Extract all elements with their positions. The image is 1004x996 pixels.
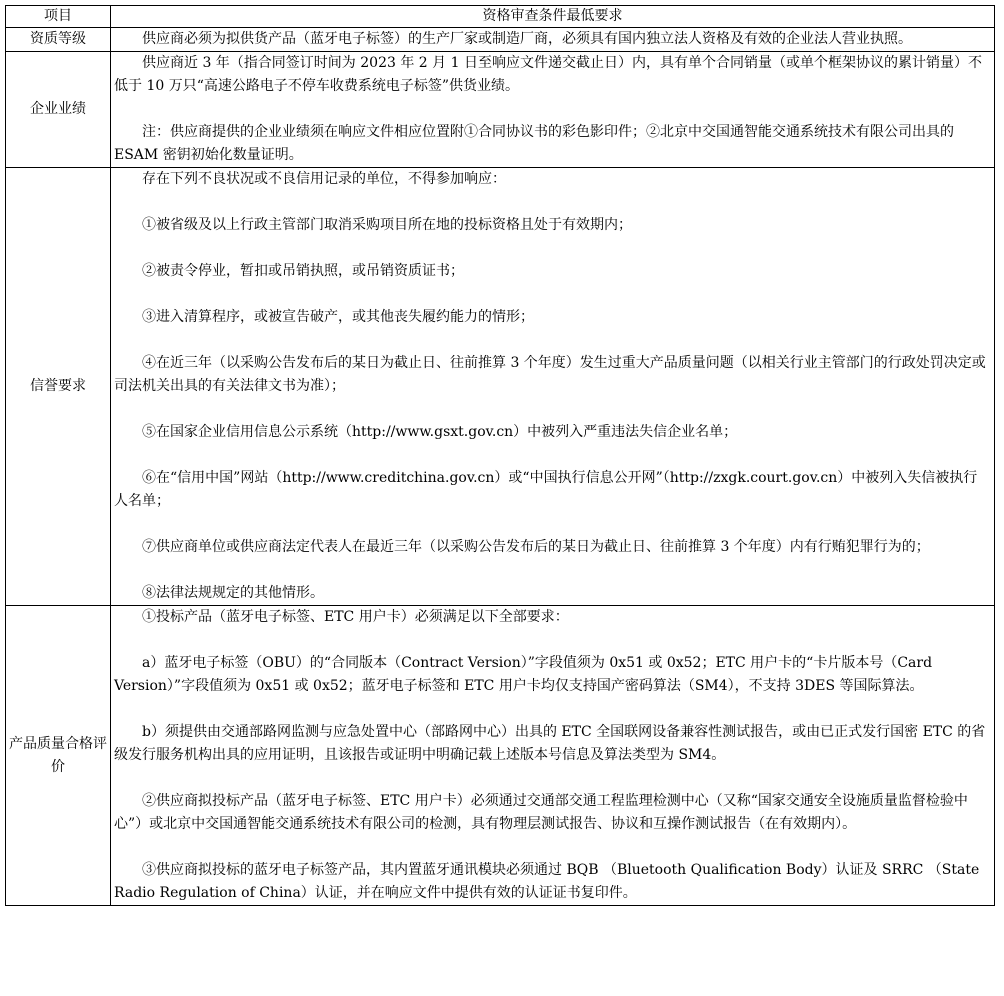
row-label-qualification: 资质等级	[6, 28, 111, 52]
table-row	[6, 168, 995, 606]
sub-item: b）须提供由交通部路网监测与应急处置中心（部路网中心）出具的 ETC 全国联网设备兼容性测试报告，或由已正式发行国密 ETC 的省级发行服务机构出具的应用证明，且该报告或证明中明确记载上述版本号信息及算法类型为 SM4。	[114, 724, 986, 763]
qualification-table	[5, 5, 995, 906]
sub-item: a）蓝牙电子标签（OBU）的“合同版本（Contract Version）”字段值须为 0x51 或 0x52；ETC 用户卡的“卡片版本号（Card Version）”字段值须为 0x51 或 0x52；蓝牙电子标签和 ETC 用户卡均仅支持国产密码算法（SM4），不支持 3DES 等国际算法。	[114, 655, 933, 694]
list-item: ⑧法律法规规定的其他情形。	[142, 585, 324, 601]
table-row	[6, 52, 995, 168]
row-content-qualification	[111, 28, 995, 52]
table-row	[6, 606, 995, 906]
row-content-quality	[111, 606, 995, 906]
list-item: ①被省级及以上行政主管部门取消采购项目所在地的投标资格且处于有效期内；	[142, 217, 632, 233]
row-label-performance: 企业业绩	[6, 52, 111, 168]
table-header-row	[6, 6, 995, 28]
list-item: ⑥在“信用中国”网站（http://www.creditchina.gov.cn）或“中国执行信息公开网”（http://zxgk.court.gov.cn）中被列入失信被执行人名单；	[114, 470, 978, 509]
row-content-performance	[111, 52, 995, 168]
list-item: ①投标产品（蓝牙电子标签、ETC 用户卡）必须满足以下全部要求：	[142, 609, 569, 625]
paragraph: 供应商近 3 年（指合同签订时间为 2023 年 2 月 1 日至响应文件递交截止日）内，具有单个合同销量（或单个框架协议的累计销量）不低于 10 万只“高速公路电子不停车收费系统电子标签”供货业绩。	[114, 55, 982, 94]
list-item: ②被责令停业，暂扣或吊销执照，或吊销资质证书；	[142, 263, 464, 279]
paragraph: 供应商必须为拟供货产品（蓝牙电子标签）的生产厂家或制造厂商，必须具有国内独立法人资格及有效的企业法人营业执照。	[142, 31, 912, 47]
header-item: 项目	[6, 6, 111, 28]
list-item: ②供应商拟投标产品（蓝牙电子标签、ETC 用户卡）必须通过交通部交通工程监理检测中心（又称“国家交通安全设施质量监督检验中心”）或北京中交国通智能交通系统技术有限公司的检测，具有物理层测试报告、协议和互操作测试报告（在有效期内）。	[114, 793, 968, 832]
list-item: ③供应商拟投标的蓝牙电子标签产品，其内置蓝牙通讯模块必须通过 BQB （Bluetooth Qualification Body）认证及 SRRC （State Radio Regulation of China）认证，并在响应文件中提供有效的认证证书复印件。	[114, 862, 980, 901]
table-row	[6, 28, 995, 52]
row-label-quality: 产品质量合格评价	[6, 606, 111, 906]
paragraph-note: 注：供应商提供的企业业绩须在响应文件相应位置附①合同协议书的彩色影印件；②北京中交国通智能交通系统技术有限公司出具的 ESAM 密钥初始化数量证明。	[114, 124, 954, 163]
row-label-credit: 信誉要求	[6, 168, 111, 606]
paragraph: 存在下列不良状况或不良信用记录的单位，不得参加响应：	[142, 171, 506, 187]
row-content-credit	[111, 168, 995, 606]
header-requirement: 资格审查条件最低要求	[111, 6, 995, 28]
list-item: ⑤在国家企业信用信息公示系统（http://www.gsxt.gov.cn）中被列入严重违法失信企业名单；	[142, 424, 738, 440]
list-item: ④在近三年（以采购公告发布后的某日为截止日、往前推算 3 个年度）发生过重大产品质量问题（以相关行业主管部门的行政处罚决定或司法机关出具的有关法律文书为准）；	[114, 355, 986, 394]
list-item: ③进入清算程序，或被宣告破产，或其他丧失履约能力的情形；	[142, 309, 534, 325]
list-item: ⑦供应商单位或供应商法定代表人在最近三年（以采购公告发布后的某日为截止日、往前推算 3 个年度）内有行贿犯罪行为的；	[142, 539, 930, 555]
